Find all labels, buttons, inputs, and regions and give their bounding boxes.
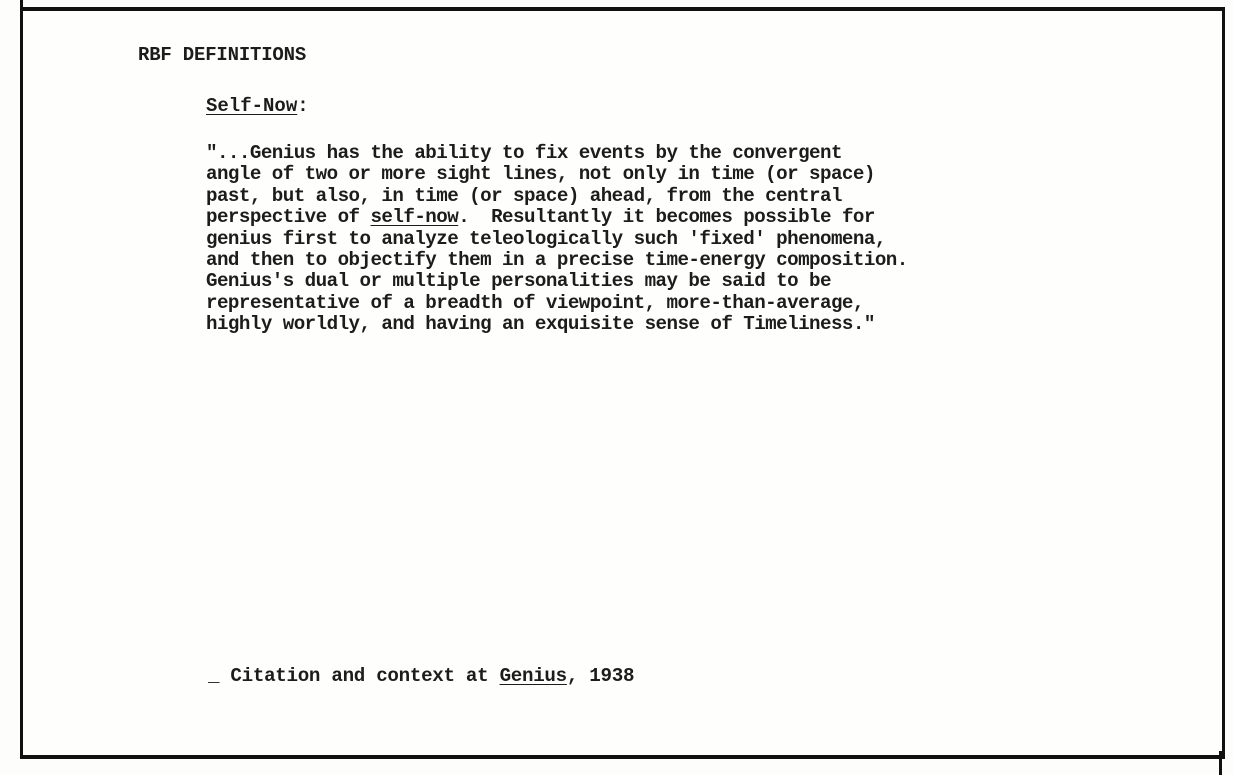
quote-line: and then to objectify them in a precise time-energy composition.	[206, 249, 908, 272]
definition-term	[206, 95, 309, 117]
citation-link-genius[interactable]: Genius	[499, 665, 567, 687]
quote-line-start: perspective of	[206, 206, 371, 229]
quote-line: representative of a breadth of viewpoint, more-than-average,	[206, 291, 864, 314]
definition-term-suffix: :	[297, 95, 309, 117]
quote-line: highly worldly, and having an exquisite sense of Timeliness."	[206, 313, 875, 336]
citation-prefix: _ Citation and context at	[208, 665, 500, 687]
quote-term-self-now: self-now	[370, 206, 459, 229]
quote-line: past, but also, in time (or space) ahead, from the central	[206, 184, 842, 207]
page-title: RBF DEFINITIONS	[138, 44, 307, 66]
quote-line: "...Genius has the ability to fix events by the convergent	[206, 142, 842, 164]
definition-card	[20, 7, 1225, 759]
quote-line	[206, 207, 1106, 228]
quote-line: angle of two or more sight lines, not only in time (or space)	[206, 163, 875, 186]
definition-term-label: Self-Now	[206, 95, 298, 117]
citation-year: , 1938	[566, 665, 635, 687]
citation	[208, 665, 634, 687]
quote-line: Genius's dual or multiple personalities may be said to be	[206, 270, 831, 293]
quote-line-end: . Resultantly it becomes possible for	[458, 206, 875, 229]
definition-quote	[206, 143, 1106, 336]
card-edge-bottom-right	[1219, 751, 1222, 775]
quote-line: genius first to analyze teleologically such 'fixed' phenomena,	[206, 227, 886, 250]
